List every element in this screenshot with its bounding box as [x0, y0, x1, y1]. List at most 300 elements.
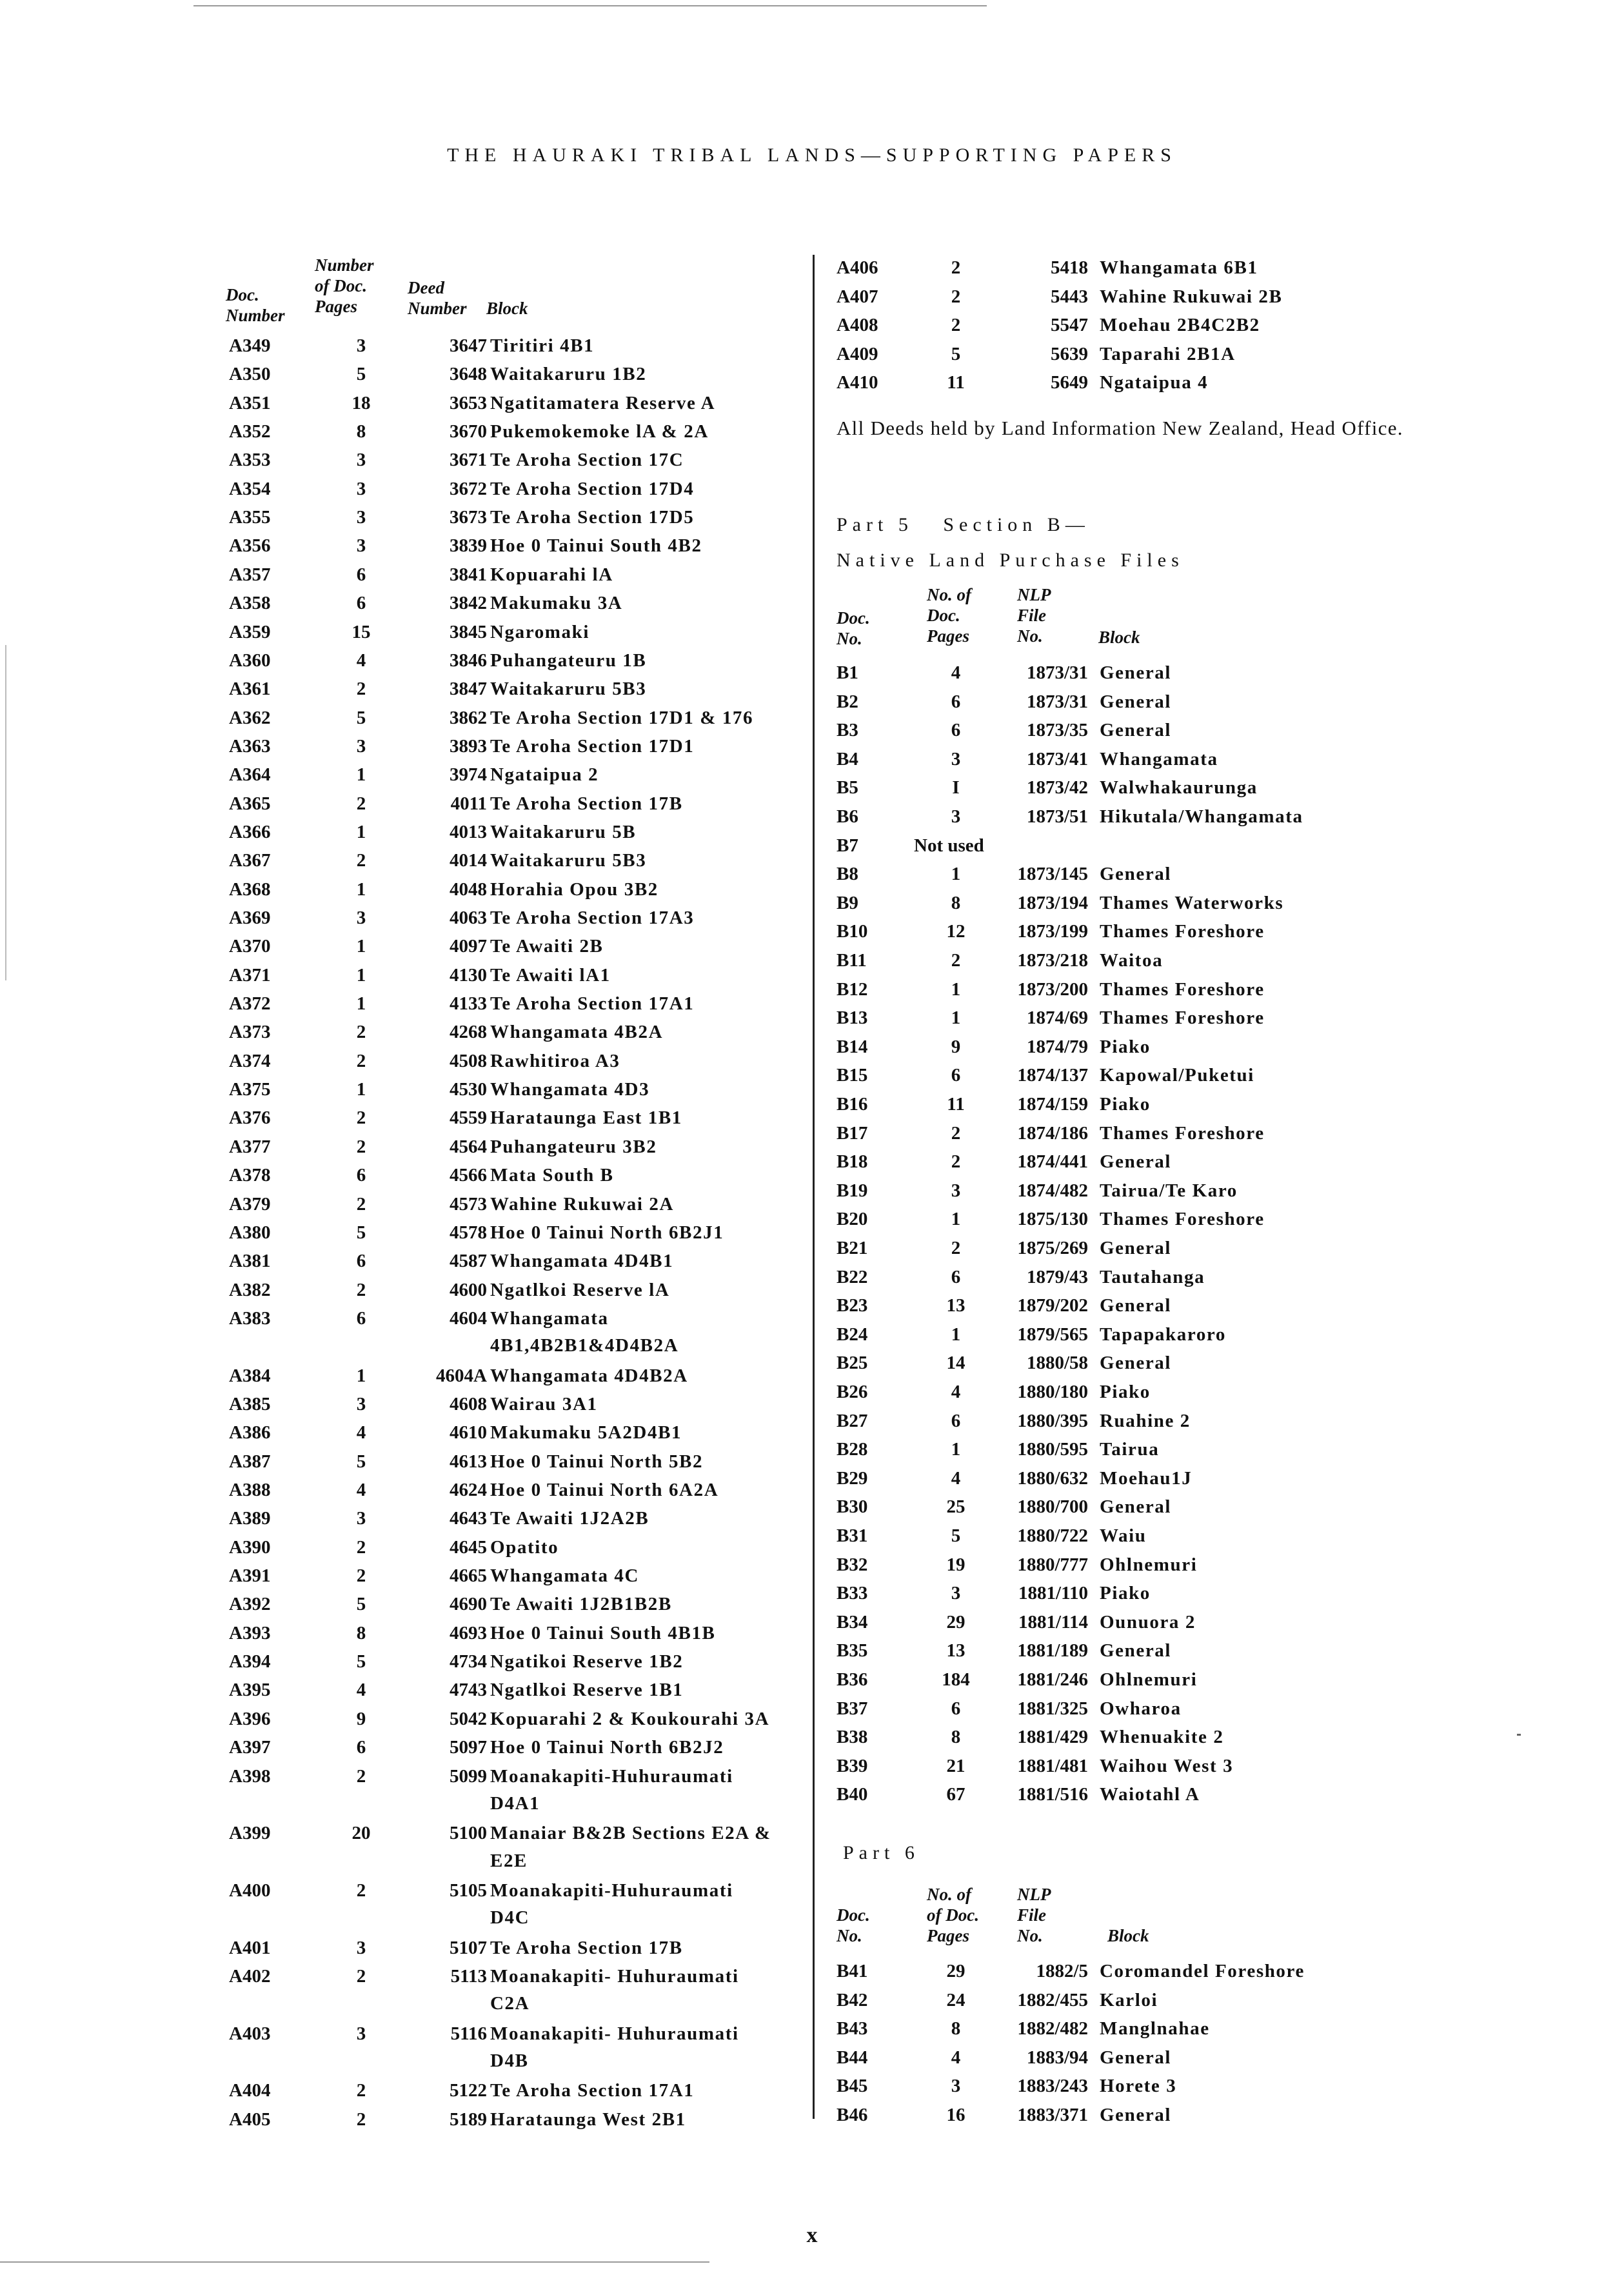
nlp-file-cell: 1874/159 — [1017, 1094, 1088, 1115]
block-cell: Kapowal/Puketui — [1100, 1065, 1254, 1086]
block-continuation: C2A — [490, 1993, 530, 2014]
deed-number-cell: 5042 — [450, 1708, 487, 1729]
nlp-file-cell: 1881/189 — [1017, 1640, 1088, 1662]
doc-number-cell: A407 — [837, 286, 878, 307]
nlp-file-cell: 1880/180 — [1017, 1382, 1088, 1402]
block-cell: General — [1100, 1151, 1172, 1173]
part6-table — [837, 1957, 1481, 2131]
doc-number-cell: A354 — [229, 478, 271, 499]
header-nlp-file — [1017, 584, 1051, 646]
header-doc-no — [837, 1905, 870, 1946]
table-row — [837, 975, 1481, 1004]
doc-number-cell: B1 — [837, 662, 858, 683]
nlp-file-cell: 1881/110 — [1018, 1583, 1088, 1604]
block-cell: Wahine Rukuwai 2A — [490, 1193, 675, 1215]
doc-number-cell: B34 — [837, 1611, 868, 1633]
table-row — [229, 1504, 797, 1533]
header-line: No. — [837, 1926, 862, 1945]
doc-number-cell: B20 — [837, 1209, 868, 1230]
pages-cell: 2 — [951, 286, 961, 307]
block-cell: Te Awaiti 1J2A2B — [490, 1508, 649, 1529]
table-row — [837, 253, 1481, 282]
pages-cell: 3 — [356, 2023, 366, 2044]
deed-number-cell: 3672 — [450, 478, 487, 499]
deed-number-cell: 4600 — [450, 1279, 487, 1300]
doc-number-cell: A404 — [229, 2080, 271, 2101]
pages-cell: 1 — [951, 864, 961, 885]
nlp-file-cell: 1874/79 — [1026, 1036, 1088, 1057]
pages-cell: 9 — [951, 1036, 961, 1057]
block-cell: Manaiar B&2B Sections E2A & — [490, 1823, 771, 1844]
deed-number-cell: 4559 — [450, 1107, 487, 1129]
pages-cell: I — [952, 777, 960, 799]
pages-cell: 3 — [356, 535, 366, 557]
table-row — [837, 1522, 1481, 1550]
deed-number-cell: 4564 — [450, 1136, 487, 1157]
block-cell: Hoe 0 Tainui North 6A2A — [490, 1480, 719, 1500]
block-cell: Moehau1J — [1100, 1467, 1193, 1489]
doc-number-cell: A374 — [229, 1050, 271, 1071]
doc-number-cell: B21 — [837, 1238, 868, 1258]
doc-number-cell: A368 — [229, 878, 271, 900]
block-cell: Piako — [1100, 1382, 1151, 1402]
pages-cell: 1 — [356, 1079, 366, 1100]
doc-number-cell: A350 — [229, 364, 271, 385]
deed-number-cell: 4645 — [450, 1536, 487, 1558]
pages-cell: 2 — [951, 257, 961, 278]
block-cell: Karloi — [1100, 1989, 1158, 2010]
block-cell: Coromandel Foreshore — [1100, 1961, 1305, 1981]
doc-number-cell: B7 — [837, 835, 858, 856]
header-pages — [315, 255, 374, 317]
deed-number-cell: 4063 — [450, 908, 487, 928]
table-row — [837, 2014, 1481, 2043]
pages-cell: 29 — [946, 1961, 965, 1981]
table-row — [837, 1234, 1481, 1262]
table-row — [229, 2076, 797, 2105]
block-cell: Te Aroha Section 17D4 — [490, 478, 695, 499]
table-row — [837, 1551, 1481, 1579]
table-row — [229, 704, 797, 732]
pages-cell: 4 — [951, 1382, 961, 1402]
table-row — [837, 889, 1481, 917]
deed-number-cell: 3839 — [450, 535, 487, 557]
block-cell: General — [1100, 1238, 1172, 1258]
header-line: No. — [1017, 1926, 1043, 1945]
doc-number-cell: A388 — [229, 1480, 271, 1500]
block-cell: Whangamata 4D3 — [490, 1079, 650, 1100]
pages-cell: 11 — [947, 372, 965, 393]
deed-number-cell: 4130 — [450, 964, 487, 986]
table-row — [837, 1579, 1481, 1607]
doc-number-cell: A395 — [229, 1680, 271, 1701]
pages-cell: 6 — [951, 1065, 961, 1086]
doc-number-cell: B3 — [837, 720, 858, 741]
pages-cell: 9 — [356, 1708, 366, 1729]
block-cell: Waitakaruru 5B3 — [490, 850, 647, 871]
doc-number-cell: A362 — [229, 707, 271, 728]
pages-cell: 6 — [356, 564, 366, 585]
table-row — [837, 1435, 1481, 1464]
doc-number-cell: A384 — [229, 1365, 271, 1386]
block-cell: Moanakapiti- Huhuraumati — [490, 2023, 739, 2044]
table-row — [837, 1004, 1481, 1032]
table-row — [229, 1476, 797, 1504]
table-row — [229, 875, 797, 904]
header-line: No. — [837, 629, 862, 648]
deed-number-cell: 4734 — [450, 1651, 487, 1672]
deed-number-cell: 4610 — [450, 1422, 487, 1444]
deed-number-cell: 5443 — [1051, 286, 1088, 307]
doc-number-cell: A402 — [229, 1965, 271, 1987]
doc-number-cell: A382 — [229, 1279, 271, 1300]
pages-cell: 6 — [356, 1165, 366, 1186]
block-cell: Whenuakite 2 — [1100, 1727, 1224, 1748]
pages-cell: 3 — [356, 450, 366, 471]
block-cell: Ngatitamatera Reserve A — [490, 392, 716, 413]
header-line: Number — [408, 299, 467, 318]
pages-cell: 16 — [946, 2105, 965, 2125]
pages-cell: 8 — [356, 1622, 366, 1643]
header-line: Doc. — [837, 608, 870, 628]
deed-number-cell: 3647 — [450, 335, 487, 356]
pages-cell: 2 — [356, 1880, 366, 1901]
table-row — [837, 2043, 1481, 2072]
pages-cell: 13 — [946, 1640, 965, 1662]
table-row — [229, 1447, 797, 1476]
pages-cell: 3 — [356, 1937, 366, 1958]
block-cell: Te Awaiti lA1 — [490, 964, 611, 986]
table-row — [229, 1190, 797, 1218]
table-row — [229, 1762, 797, 1791]
block-cell: Ngataipua 2 — [490, 764, 599, 786]
block-cell: Waitakaruru 1B2 — [490, 364, 647, 385]
block-cell: Tairua/Te Karo — [1100, 1180, 1238, 1201]
table-row — [837, 716, 1481, 744]
header-line: of Doc. — [927, 1905, 979, 1925]
table-row — [229, 389, 797, 417]
nlp-file-cell: 1881/481 — [1017, 1755, 1088, 1776]
nlp-file-cell: 1879/43 — [1026, 1266, 1088, 1287]
table-row — [837, 2072, 1481, 2100]
deed-number-cell: 5189 — [450, 2109, 487, 2130]
pages-cell: 6 — [951, 1410, 961, 1431]
doc-number-cell: A398 — [229, 1765, 271, 1787]
doc-number-cell: A370 — [229, 936, 271, 957]
block-cell: Te Aroha Section 17D5 — [490, 507, 695, 528]
doc-number-cell: B46 — [837, 2105, 868, 2125]
block-cell: Hoe 0 Tainui North 6B2J2 — [490, 1737, 724, 1758]
deed-number-cell: 4643 — [450, 1508, 487, 1529]
table-row — [229, 1676, 797, 1704]
doc-number-cell: A367 — [229, 850, 271, 871]
block-cell: Waitakaruru 5B — [490, 821, 637, 842]
block-cell: Manglnahae — [1100, 2018, 1210, 2040]
deed-number-cell: 5639 — [1051, 343, 1088, 364]
doc-number-cell: A400 — [229, 1880, 271, 1901]
pages-cell: 2 — [356, 1965, 366, 1987]
doc-number-cell: A399 — [229, 1823, 271, 1844]
nlp-file-cell: 1880/700 — [1017, 1496, 1088, 1518]
pages-cell: 13 — [946, 1295, 965, 1316]
doc-number-cell: A408 — [837, 315, 878, 335]
right-top-table — [837, 253, 1481, 402]
block-cell: Waitakaruru 5B3 — [490, 679, 647, 700]
block-continuation: D4C — [490, 1907, 530, 1929]
deed-number-cell: 3841 — [450, 564, 487, 585]
pages-cell: 4 — [951, 2047, 961, 2068]
deed-number-cell: 4530 — [450, 1079, 487, 1100]
header-line: Doc. — [837, 1905, 870, 1925]
table-row — [229, 1819, 797, 1847]
pages-cell: 1 — [356, 936, 366, 957]
table-row — [229, 760, 797, 789]
nlp-file-cell: 1882/482 — [1017, 2018, 1088, 2040]
deed-number-cell: 4743 — [450, 1680, 487, 1701]
pages-cell: 5 — [356, 1222, 366, 1243]
doc-number-cell: B23 — [837, 1295, 868, 1316]
doc-number-cell: A375 — [229, 1079, 271, 1100]
nlp-file-cell: 1874/482 — [1017, 1180, 1088, 1201]
header-doc-no — [837, 608, 870, 649]
table-row — [229, 932, 797, 960]
doc-number-cell: A359 — [229, 621, 271, 642]
table-row — [229, 1733, 797, 1762]
block-cell: Te Aroha Section 17D1 & 176 — [490, 707, 754, 728]
table-row — [837, 283, 1481, 311]
header-line: NLP — [1017, 1885, 1051, 1904]
nlp-file-cell: 1880/595 — [1017, 1439, 1088, 1460]
table-row — [837, 1033, 1481, 1061]
pages-cell: 8 — [951, 1727, 961, 1748]
block-cell: Ruahine 2 — [1100, 1410, 1191, 1431]
table-row — [229, 1390, 797, 1418]
header-doc-pages — [927, 1884, 979, 1946]
table-row — [229, 1876, 797, 1905]
table-row — [837, 745, 1481, 773]
doc-number-cell: A383 — [229, 1307, 271, 1329]
doc-number-cell: B32 — [837, 1554, 868, 1575]
table-row — [229, 1705, 797, 1733]
block-cell: Whangamata — [1100, 748, 1218, 769]
doc-number-cell: A386 — [229, 1422, 271, 1444]
block-cell: Thames Waterworks — [1100, 892, 1284, 913]
doc-number-cell: B10 — [837, 921, 868, 942]
doc-number-cell: A363 — [229, 735, 271, 757]
header-line: Pages — [927, 1926, 969, 1945]
block-cell: Whangamata 6B1 — [1100, 257, 1258, 278]
pages-cell: 2 — [356, 679, 366, 700]
nlp-file-cell: 1874/186 — [1017, 1122, 1088, 1144]
pages-cell: 12 — [946, 921, 965, 942]
block-cell: Piako — [1100, 1094, 1151, 1115]
table-row — [837, 1147, 1481, 1176]
block-cell: General — [1100, 1295, 1172, 1316]
block-cell: Kopuarahi 2 & Koukourahi 3A — [490, 1708, 770, 1729]
pages-cell: 6 — [951, 1266, 961, 1287]
table-row — [837, 1349, 1481, 1377]
table-row — [837, 1090, 1481, 1118]
nlp-file-cell: 1873/41 — [1026, 748, 1088, 769]
table-row — [229, 1590, 797, 1618]
table-row — [837, 1752, 1481, 1780]
table-row — [229, 1418, 797, 1447]
nlp-file-cell: 1873/31 — [1026, 691, 1088, 712]
deed-number-cell: 5113 — [450, 1965, 487, 1987]
table-row — [229, 503, 797, 531]
pages-cell: 2 — [356, 1136, 366, 1157]
pages-cell: 14 — [946, 1353, 965, 1374]
pages-cell: 2 — [951, 1151, 961, 1173]
doc-number-cell: A393 — [229, 1622, 271, 1643]
nlp-file-cell: 1879/565 — [1017, 1324, 1088, 1345]
table-row — [229, 904, 797, 932]
pages-cell: 6 — [356, 1307, 366, 1329]
pages-cell: 6 — [356, 593, 366, 614]
header-line: of Doc. — [315, 276, 367, 295]
deed-number-cell: 5122 — [450, 2080, 487, 2101]
block-cell: Tairua — [1100, 1439, 1160, 1460]
pages-cell: 2 — [356, 1107, 366, 1129]
deed-number-cell: 4604 — [450, 1307, 487, 1329]
doc-number-cell: A372 — [229, 993, 271, 1015]
pages-cell: 6 — [951, 691, 961, 712]
pages-cell: 2 — [356, 1022, 366, 1043]
doc-number-cell: B14 — [837, 1036, 868, 1057]
block-cell: Moanakapiti-Huhuraumati — [490, 1880, 733, 1901]
nlp-file-cell: 1881/325 — [1017, 1698, 1088, 1719]
pages-cell: 3 — [356, 735, 366, 757]
pages-cell: 67 — [946, 1784, 965, 1805]
nlp-file-cell: 1880/777 — [1017, 1554, 1088, 1575]
doc-number-cell: B22 — [837, 1266, 868, 1287]
block-continuation: E2E — [490, 1850, 528, 1871]
deed-number-cell: 3845 — [450, 621, 487, 642]
block-cell: Harataunga East 1B1 — [490, 1107, 682, 1129]
block-cell: Ohlnemuri — [1100, 1554, 1198, 1575]
pages-cell: 29 — [946, 1611, 965, 1633]
nlp-file-cell: 1873/218 — [1017, 950, 1088, 971]
doc-number-cell: B4 — [837, 748, 858, 769]
pages-cell: 4 — [356, 650, 366, 671]
deed-number-cell: 4014 — [450, 850, 487, 871]
nlp-file-cell: 1883/94 — [1026, 2047, 1088, 2068]
table-row — [229, 646, 797, 675]
block-cell: Thames Foreshore — [1100, 921, 1265, 942]
header-deed-number — [408, 277, 467, 319]
header-block — [486, 298, 528, 319]
nlp-file-cell: 1879/202 — [1017, 1295, 1088, 1316]
doc-number-cell: A366 — [229, 821, 271, 842]
block-cell: Thames Foreshore — [1100, 1122, 1265, 1144]
pages-cell: 3 — [356, 1508, 366, 1529]
nlp-file-cell: 1880/722 — [1017, 1525, 1088, 1546]
header-block — [1107, 1925, 1149, 1946]
doc-number-cell: B36 — [837, 1669, 868, 1690]
doc-number-cell: A351 — [229, 392, 271, 413]
doc-number-cell: A364 — [229, 764, 271, 786]
doc-number-cell: B27 — [837, 1410, 868, 1431]
block-cell: Kopuarahi lA — [490, 564, 613, 585]
block-cell: General — [1100, 720, 1172, 741]
doc-number-cell: A371 — [229, 964, 271, 986]
pages-cell: 2 — [356, 2109, 366, 2130]
pages-cell: Not used — [914, 835, 984, 856]
block-cell: Makumaku 3A — [490, 593, 623, 614]
deed-number-cell: 4578 — [450, 1222, 487, 1243]
table-row — [837, 659, 1481, 687]
pages-cell: 19 — [946, 1554, 965, 1575]
pages-cell: 3 — [951, 1180, 961, 1201]
nlp-file-cell: 1880/58 — [1026, 1353, 1088, 1374]
block-cell: Opatito — [490, 1536, 559, 1558]
table-row — [837, 1957, 1481, 1985]
nlp-file-cell: 1875/269 — [1017, 1238, 1088, 1258]
deed-number-cell: 4587 — [450, 1251, 487, 1272]
doc-number-cell: A380 — [229, 1222, 271, 1243]
deed-number-cell: 3670 — [450, 421, 487, 442]
pages-cell: 5 — [951, 1525, 961, 1546]
deed-number-cell: 5547 — [1051, 315, 1088, 335]
block-cell: Tiritiri 4B1 — [490, 335, 595, 356]
table-row — [837, 1407, 1481, 1435]
block-cell: Harataunga West 2B1 — [490, 2109, 686, 2130]
block-cell: Te Aroha Section 17B — [490, 793, 683, 814]
doc-number-cell: A355 — [229, 507, 271, 528]
pages-cell: 2 — [356, 1765, 366, 1787]
block-cell: General — [1100, 2105, 1172, 2125]
deed-number-cell: 5649 — [1051, 372, 1088, 393]
doc-number-cell: B5 — [837, 777, 858, 799]
nlp-file-cell: 1873/42 — [1026, 777, 1088, 799]
doc-number-cell: B6 — [837, 806, 858, 827]
table-row — [837, 1493, 1481, 1521]
block-cell: Whangamata 4C — [490, 1565, 640, 1587]
pages-cell: 1 — [356, 821, 366, 842]
table-row — [837, 1061, 1481, 1089]
table-row — [837, 1378, 1481, 1406]
block-cell: Ngatlkoi Reserve lA — [490, 1279, 670, 1300]
block-cell: Ohlnemuri — [1100, 1669, 1198, 1690]
deed-number-cell: 3847 — [450, 679, 487, 700]
table-row — [837, 368, 1481, 397]
block-cell: General — [1100, 1353, 1172, 1374]
block-cell: Horete 3 — [1100, 2076, 1177, 2097]
block-cell: Tautahanga — [1100, 1266, 1205, 1287]
pages-cell: 4 — [356, 1680, 366, 1701]
deed-number-cell: 4693 — [450, 1622, 487, 1643]
table-row — [837, 860, 1481, 888]
pages-cell: 25 — [946, 1496, 965, 1518]
table-row — [837, 1694, 1481, 1723]
deed-number-cell: 4048 — [450, 878, 487, 900]
block-cell: Wairau 3A1 — [490, 1393, 598, 1414]
deed-number-cell: 3653 — [450, 392, 487, 413]
deed-number-cell: 4690 — [450, 1594, 487, 1615]
table-row — [229, 789, 797, 818]
nlp-file-cell: 1880/395 — [1017, 1410, 1088, 1431]
block-cell: General — [1100, 662, 1172, 683]
doc-number-cell: A378 — [229, 1165, 271, 1186]
header-line: Block — [486, 299, 528, 318]
nlp-file-cell: 1881/114 — [1018, 1611, 1088, 1633]
deed-number-cell: 4013 — [450, 821, 487, 842]
page-title: THE HAURAKI TRIBAL LANDS—SUPPORTING PAPERS — [447, 144, 1177, 166]
nlp-file-cell: 1881/429 — [1017, 1727, 1088, 1748]
block-cell: Pukemokemoke lA & 2A — [490, 421, 709, 442]
pages-cell: 6 — [356, 1251, 366, 1272]
block-cell: Mata South B — [490, 1165, 614, 1186]
